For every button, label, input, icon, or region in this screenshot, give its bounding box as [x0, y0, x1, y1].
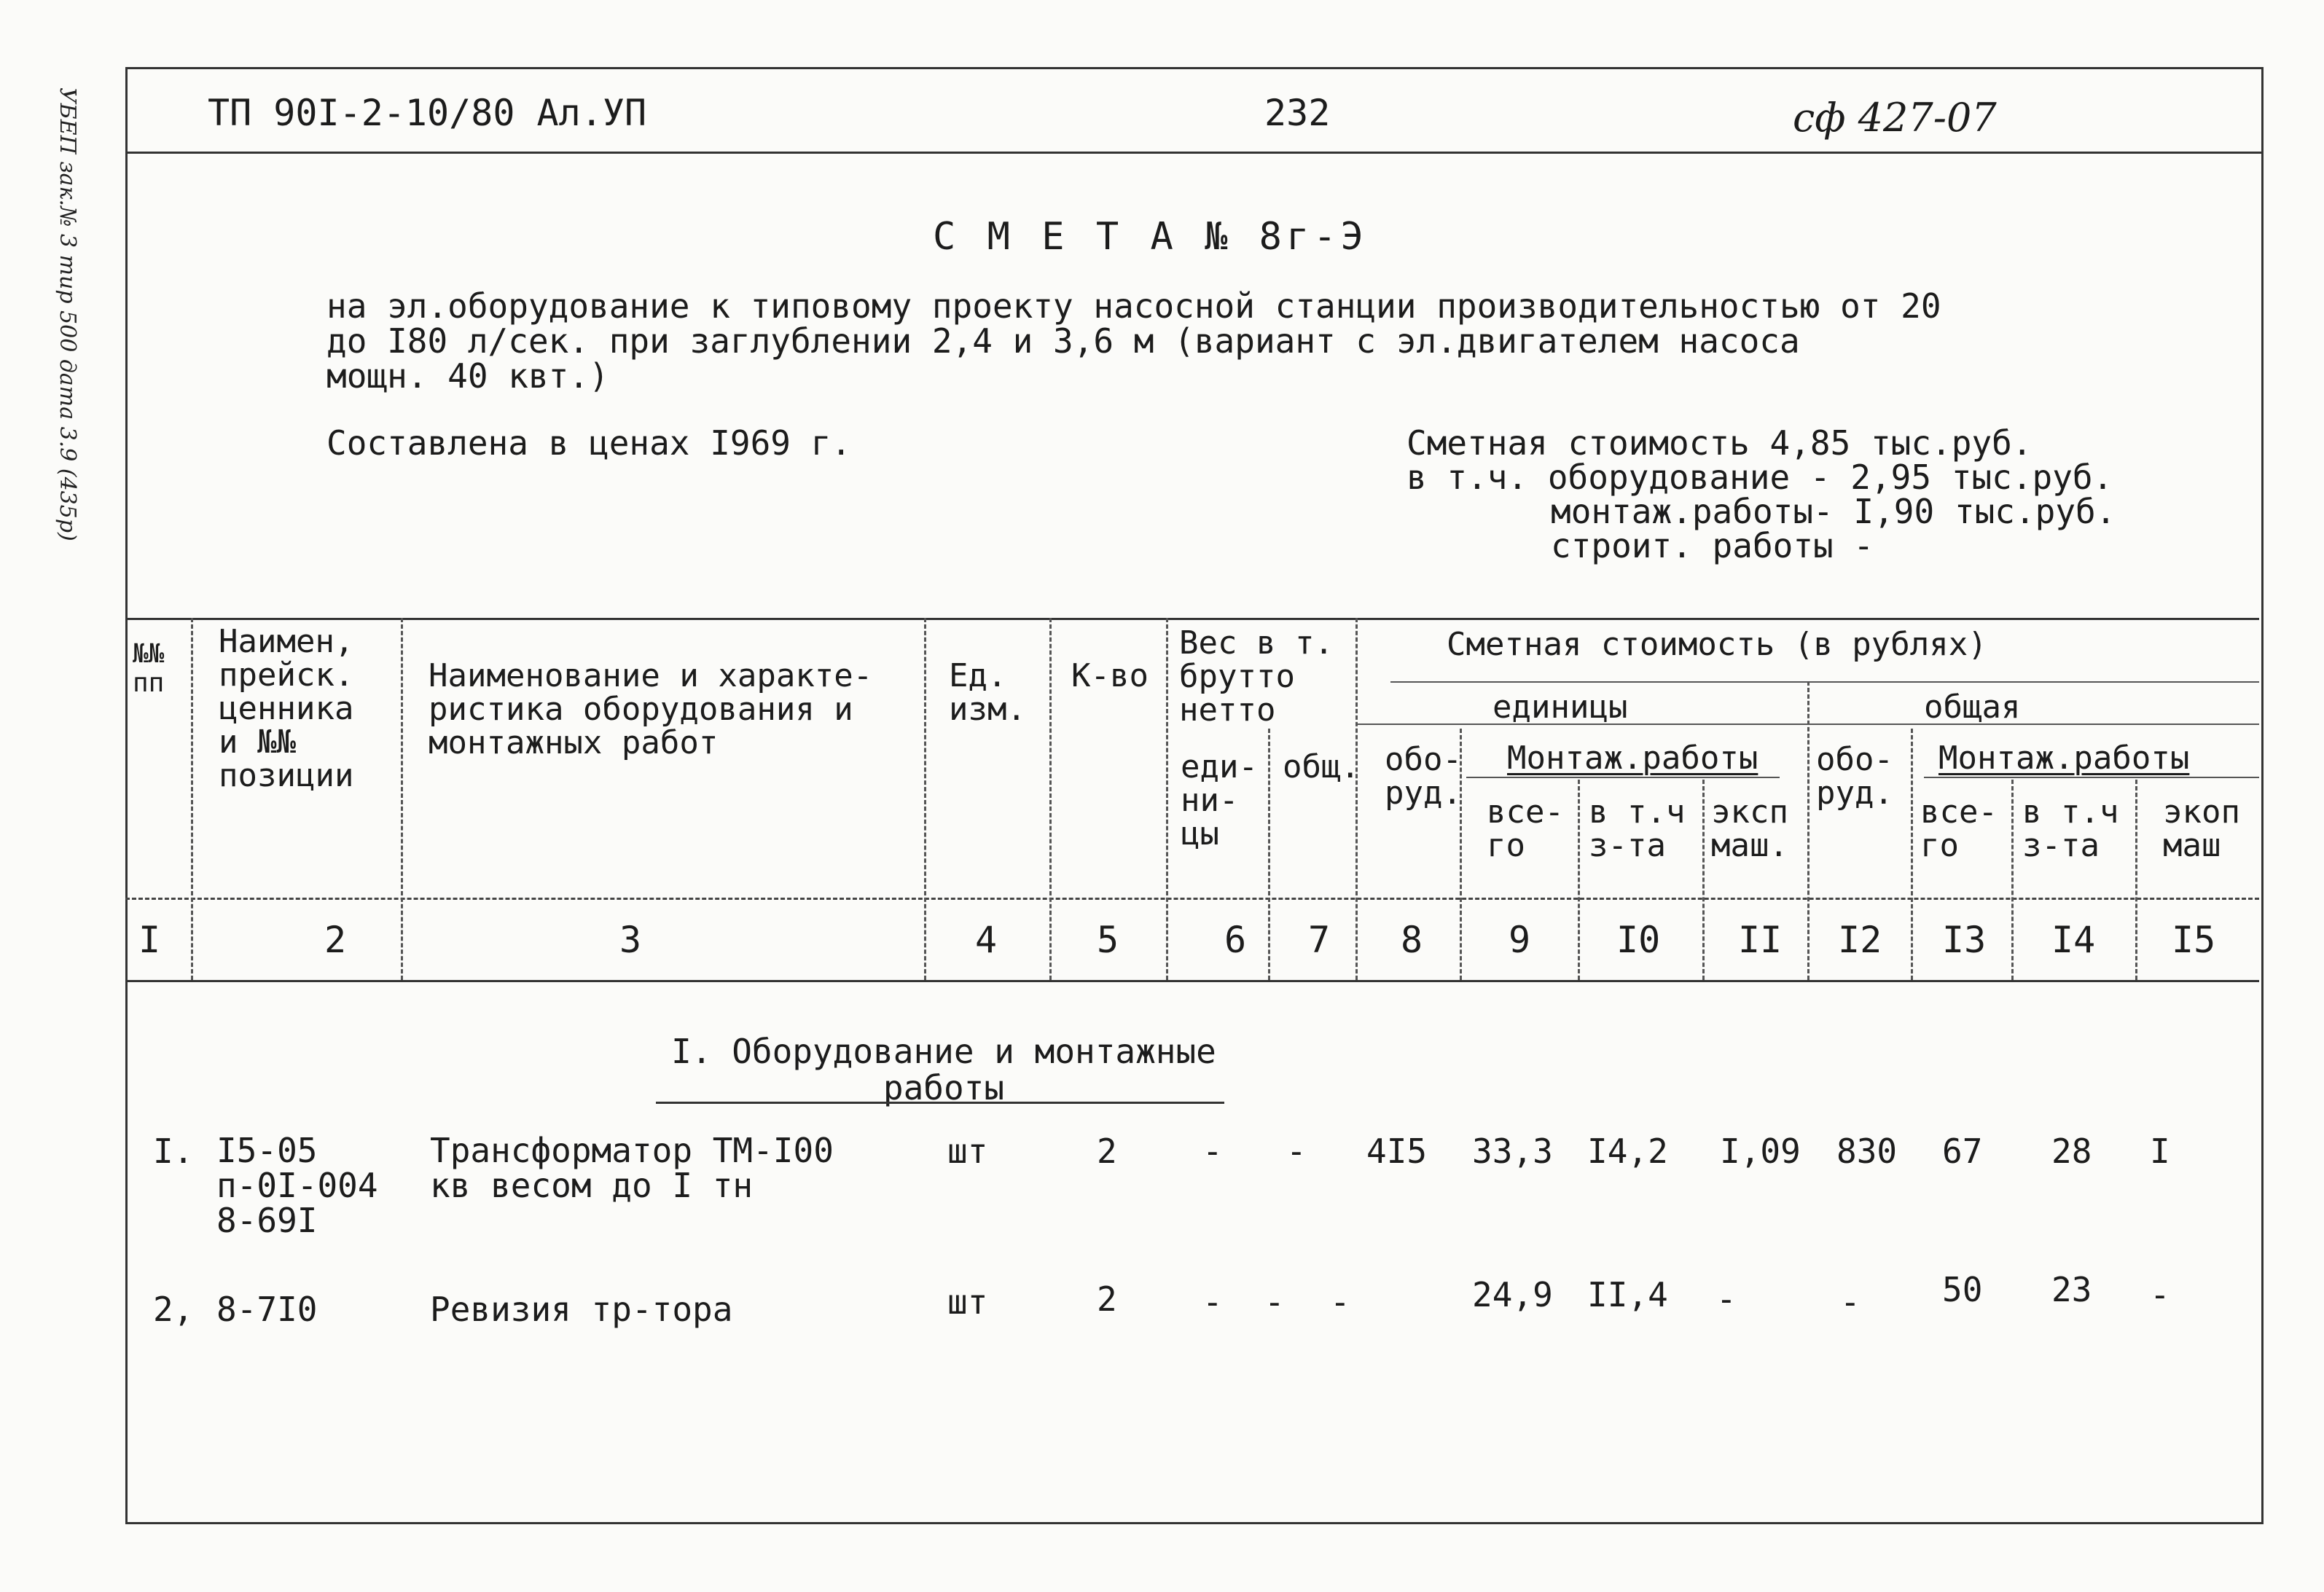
- row1-mount-total-unit: 33,3: [1472, 1132, 1553, 1171]
- row1-unit: шт: [947, 1132, 988, 1171]
- header-col3: Наименование и характе- ристика оборудования и монтажных работ: [429, 657, 873, 761]
- row2-no: 2,: [153, 1290, 194, 1329]
- smeta-description-line-2: до I80 л/сек. при заглублении 2,4 и 3,6 м (вариант с эл.двигателем насоса: [326, 321, 1800, 361]
- mount-rule-2: [1924, 777, 2259, 778]
- row1-qty: 2: [1097, 1132, 1117, 1171]
- row2-qty: 2: [1097, 1279, 1117, 1319]
- row1-mount-machine: I: [2150, 1132, 2170, 1171]
- header-cost-group: Сметная стоимость (в рублях): [1447, 626, 1987, 663]
- vrule-2: [401, 618, 403, 980]
- row1-weight-total: -: [1286, 1132, 1307, 1171]
- header-mount-machine: эксп маш.: [1711, 793, 1788, 864]
- doc-code: ТП 90I-2-10/80 Ал.УП: [208, 92, 647, 134]
- colnum-8: 8: [1401, 919, 1423, 961]
- row2-mount-machine-unit: -: [1716, 1279, 1737, 1319]
- smeta-description-line-1: на эл.оборудование к типовому проекту насосной станции производительностью от 20: [326, 286, 1941, 326]
- header-weight-unit: еди- ни- цы: [1181, 748, 1258, 852]
- vrule-7: [1355, 618, 1358, 980]
- smeta-title: С М Е Т А № 8г-Э: [933, 215, 1368, 259]
- header-mount-group: Монтаж.работы: [1507, 740, 1758, 777]
- vrule-11: [1807, 681, 1809, 980]
- row2-name: Ревизия тр-тора: [430, 1290, 733, 1329]
- vrule-14: [2135, 780, 2137, 980]
- header-equip2: обо- руд.: [1816, 741, 1893, 812]
- row2-mount-wages: 23: [2051, 1270, 2092, 1309]
- header-weight-group: Вес в т. брутто нетто: [1179, 624, 1334, 729]
- cost-summary-total: Сметная стоимость 4,85 тыс.руб.: [1406, 423, 2032, 463]
- colnum-11: II: [1738, 919, 1783, 961]
- page-number: 232: [1264, 92, 1331, 134]
- cost-group-rule: [1390, 681, 2259, 683]
- colnum-13: I3: [1942, 919, 1987, 961]
- row1-equip-total: 830: [1836, 1132, 1898, 1171]
- row2-weight-unit: -: [1202, 1282, 1223, 1322]
- colnum-4: 4: [975, 919, 998, 961]
- colnum-5: 5: [1097, 919, 1119, 961]
- vrule-4: [1049, 618, 1052, 980]
- row1-mount-wages: 28: [2051, 1132, 2092, 1171]
- header-col2: Наимен, прейск. ценника и №№ позиции: [219, 623, 354, 794]
- row1-mount-wages-unit: I4,2: [1587, 1132, 1668, 1171]
- colnum-15: I5: [2172, 919, 2216, 961]
- colnum-2: 2: [324, 919, 347, 961]
- header-equip: обо- руд.: [1385, 741, 1462, 812]
- header-mount-machine2: экоп маш: [2163, 793, 2240, 864]
- row2-mount-machine: -: [2150, 1275, 2170, 1314]
- vrule-5: [1166, 618, 1168, 980]
- vrule-12: [1911, 729, 1913, 980]
- row1-weight-unit: -: [1202, 1132, 1223, 1171]
- row1-price-ref: I5-05 п-0I-004 8-69I: [216, 1131, 378, 1240]
- row2-weight-total: -: [1264, 1282, 1285, 1322]
- colnum-bottom-rule: [125, 980, 2259, 982]
- mount-rule-1: [1466, 777, 1780, 778]
- colnum-9: 9: [1509, 919, 1531, 961]
- vrule-3: [924, 618, 926, 980]
- row2-equip-unit: -: [1330, 1282, 1350, 1322]
- smeta-description-line-3: мощн. 40 квт.): [326, 356, 609, 396]
- header-unit-group: единицы: [1492, 689, 1628, 726]
- vrule-13: [2011, 780, 2014, 980]
- header-col5: К-во: [1071, 657, 1149, 694]
- cost-summary-construction: строит. работы -: [1551, 526, 1874, 565]
- cost-summary-mounting: монтаж.работы- I,90 тыс.руб.: [1551, 492, 2116, 531]
- colnum-3: 3: [619, 919, 642, 961]
- colnum-6: 6: [1224, 919, 1247, 961]
- colnum-12: I2: [1838, 919, 1882, 961]
- row2-price-ref: 8-7I0: [216, 1290, 318, 1329]
- vrule-9: [1578, 780, 1580, 980]
- colnum-7: 7: [1308, 919, 1331, 961]
- archive-code: сф 427-07: [1793, 95, 1997, 141]
- table-top-rule: [125, 618, 2259, 620]
- side-stamp: УБЕП зак.№ 3 тир 500 дата 3.9 (435р): [55, 87, 80, 541]
- row1-no: I.: [153, 1132, 194, 1171]
- row1-equip-unit: 4I5: [1366, 1132, 1428, 1171]
- header-bottom-rule: [125, 898, 2259, 900]
- row1-name: Трансформатор ТМ-I00 кв весом до I тн: [430, 1131, 834, 1205]
- colnum-14: I4: [2051, 919, 2096, 961]
- row2-mount-total: 50: [1942, 1270, 1983, 1309]
- header-mount-total: все- го: [1487, 793, 1564, 864]
- section-title: I. Оборудование и монтажные работы: [671, 1032, 1216, 1107]
- row1-mount-machine-unit: I,09: [1720, 1132, 1801, 1171]
- row2-unit: шт: [947, 1282, 988, 1322]
- vrule-10: [1702, 780, 1705, 980]
- header-weight-total: общ.: [1283, 748, 1360, 785]
- header-mount-wages: в т.ч з-та: [1589, 793, 1686, 864]
- row2-mount-total-unit: 24,9: [1472, 1275, 1553, 1314]
- row2-mount-wages-unit: II,4: [1587, 1275, 1668, 1314]
- section-title-underline: [656, 1102, 1224, 1104]
- vrule-6: [1268, 729, 1270, 980]
- header-col1: №№ пп: [133, 639, 165, 698]
- header-mount-group2: Монтаж.работы: [1938, 740, 2190, 777]
- prices-year: Составлена в ценах I969 г.: [326, 423, 852, 463]
- header-total-group: общая: [1924, 689, 2021, 726]
- row1-mount-total: 67: [1942, 1132, 1983, 1171]
- header-mount-total2: все- го: [1920, 793, 1998, 864]
- header-mount-wages2: в т.ч з-та: [2022, 793, 2119, 864]
- row2-equip-total: -: [1840, 1282, 1861, 1322]
- header-col4: Ед. изм.: [949, 657, 1026, 728]
- header-divider: [125, 152, 2261, 154]
- vrule-1: [191, 618, 193, 980]
- cost-summary-equipment: в т.ч. оборудование - 2,95 тыс.руб.: [1406, 458, 2113, 497]
- colnum-1: I: [138, 919, 161, 961]
- colnum-10: I0: [1616, 919, 1661, 961]
